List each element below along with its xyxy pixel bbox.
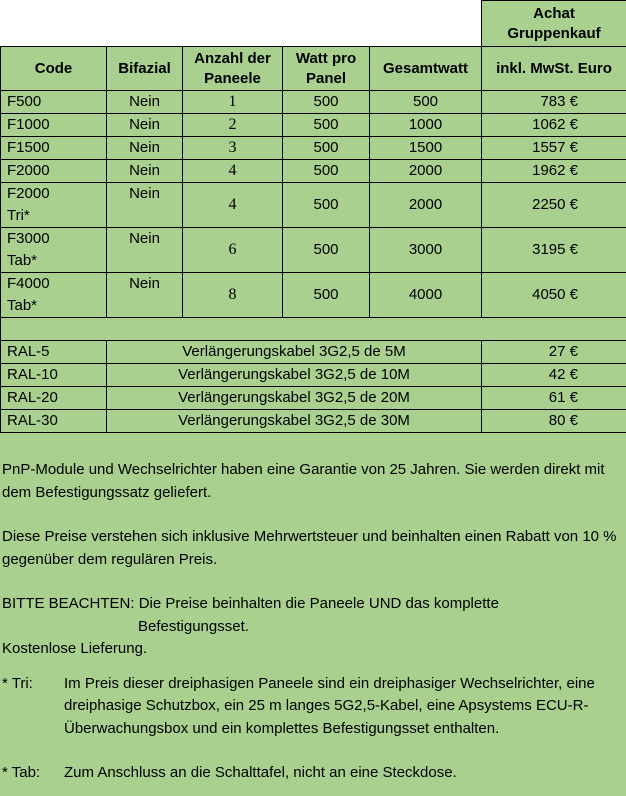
spacer-row — [1, 318, 626, 341]
header-bifazial: Bifazial — [107, 47, 183, 91]
product-preis: 1557 € — [482, 137, 626, 160]
product-code-line: Tab* — [7, 252, 38, 269]
product-anzahl: 3 — [183, 137, 283, 160]
cable-code: RAL-20 — [1, 387, 107, 410]
cable-row — [1, 341, 626, 364]
product-code: F1000 — [1, 114, 107, 137]
product-bifazial: Nein — [107, 160, 183, 183]
product-gesamt: 1500 — [370, 137, 482, 160]
beachten-line2: Befestigungsset. — [138, 617, 249, 635]
cable-row — [1, 364, 626, 387]
product-code — [1, 183, 107, 228]
header-preis: inkl. MwSt. Euro — [482, 47, 626, 91]
product-bifazial: Nein — [107, 114, 183, 137]
tab-text: Zum Anschluss an die Schalttafel, nicht an eine Steckdose. — [64, 764, 457, 781]
product-code — [1, 228, 107, 273]
product-anzahl: 8 — [183, 273, 283, 318]
cable-desc: Verlängerungskabel 3G2,5 de 5M — [107, 341, 482, 364]
product-row — [1, 91, 626, 114]
product-anzahl: 4 — [183, 183, 283, 228]
product-code-line: F3000 — [7, 230, 50, 247]
notes — [0, 459, 626, 785]
cable-desc: Verlängerungskabel 3G2,5 de 10M — [107, 364, 482, 387]
product-anzahl: 2 — [183, 114, 283, 137]
product-preis: 3195 € — [482, 228, 626, 273]
header-achat: Achat Gruppenkauf — [482, 1, 626, 47]
beachten-line1: Die Preise beinhalten die Paneele UND das komplette — [138, 595, 499, 612]
product-gesamt: 2000 — [370, 160, 482, 183]
product-watt: 500 — [283, 160, 370, 183]
product-row — [1, 273, 626, 318]
product-code-line: Tri* — [7, 207, 30, 224]
product-bifazial: Nein — [107, 273, 183, 318]
product-watt: 500 — [283, 137, 370, 160]
header-watt: Watt pro Panel — [283, 47, 370, 91]
product-preis: 4050 € — [482, 273, 626, 318]
product-gesamt: 2000 — [370, 183, 482, 228]
cable-preis: 80 € — [482, 410, 626, 433]
product-gesamt: 500 — [370, 91, 482, 114]
cable-preis: 42 € — [482, 364, 626, 387]
product-row — [1, 137, 626, 160]
product-code-line: F4000 — [7, 275, 50, 292]
product-watt: 500 — [283, 183, 370, 228]
note-beachten — [0, 593, 626, 616]
product-gesamt: 4000 — [370, 273, 482, 318]
header-gesamt: Gesamtwatt — [370, 47, 482, 91]
header-code: Code — [1, 47, 107, 91]
product-bifazial: Nein — [107, 228, 183, 273]
product-bifazial: Nein — [107, 137, 183, 160]
tab-label: * Tab: — [2, 764, 41, 781]
note-lieferung: Kostenlose Lieferung. — [2, 640, 148, 657]
products-body — [1, 91, 626, 318]
header-anzahl: Anzahl der Paneele — [183, 47, 283, 91]
product-row — [1, 183, 626, 228]
product-code-line: Tab* — [7, 297, 38, 314]
product-preis: 1062 € — [482, 114, 626, 137]
cable-preis: 61 € — [482, 387, 626, 410]
cable-desc: Verlängerungskabel 3G2,5 de 20M — [107, 387, 482, 410]
product-code: F500 — [1, 91, 107, 114]
note-tri — [0, 673, 626, 741]
header-row — [1, 47, 626, 91]
product-anzahl: 6 — [183, 228, 283, 273]
product-row — [1, 114, 626, 137]
tri-text: Im Preis dieser dreiphasigen Paneele sind ein dreiphasiger Wechselrichter, eine dreiphasige Schutzbox, ein 25 m langes 5G2,5-Kabel, eine Apsystems ECU-R-Überwachungsbox und ein komplettes Befestigungsset enthalten. — [64, 674, 595, 737]
note-preise: Diese Preise verstehen sich inklusive Mehrwertsteuer und beinhalten einen Rabatt von 10 % gegenüber dem regulären Preis. — [2, 528, 617, 568]
product-watt: 500 — [283, 228, 370, 273]
product-code: F1500 — [1, 137, 107, 160]
note-tab — [0, 762, 626, 785]
product-code — [1, 273, 107, 318]
product-row — [1, 160, 626, 183]
beachten-label: BITTE BEACHTEN: — [2, 595, 135, 612]
header-row-top — [1, 1, 626, 47]
tri-label: * Tri: — [2, 674, 33, 692]
product-watt: 500 — [283, 273, 370, 318]
cable-row — [1, 410, 626, 433]
product-code-line: F2000 — [7, 185, 50, 202]
cables-body — [1, 341, 626, 433]
product-gesamt: 3000 — [370, 228, 482, 273]
product-anzahl: 4 — [183, 160, 283, 183]
product-watt: 500 — [283, 91, 370, 114]
product-watt: 500 — [283, 114, 370, 137]
product-bifazial: Nein — [107, 183, 183, 228]
product-preis: 2250 € — [482, 183, 626, 228]
note-garantie: PnP-Module und Wechselrichter haben eine Garantie von 25 Jahren. Sie werden direkt mit dem Befestigungssatz geliefert. — [2, 461, 605, 501]
cable-code: RAL-5 — [1, 341, 107, 364]
cable-code: RAL-10 — [1, 364, 107, 387]
product-code: F2000 — [1, 160, 107, 183]
product-preis: 783 € — [482, 91, 626, 114]
cable-code: RAL-30 — [1, 410, 107, 433]
cable-desc: Verlängerungskabel 3G2,5 de 30M — [107, 410, 482, 433]
product-gesamt: 1000 — [370, 114, 482, 137]
product-bifazial: Nein — [107, 91, 183, 114]
product-anzahl: 1 — [183, 91, 283, 114]
cable-preis: 27 € — [482, 341, 626, 364]
product-preis: 1962 € — [482, 160, 626, 183]
product-row — [1, 228, 626, 273]
cable-row — [1, 387, 626, 410]
